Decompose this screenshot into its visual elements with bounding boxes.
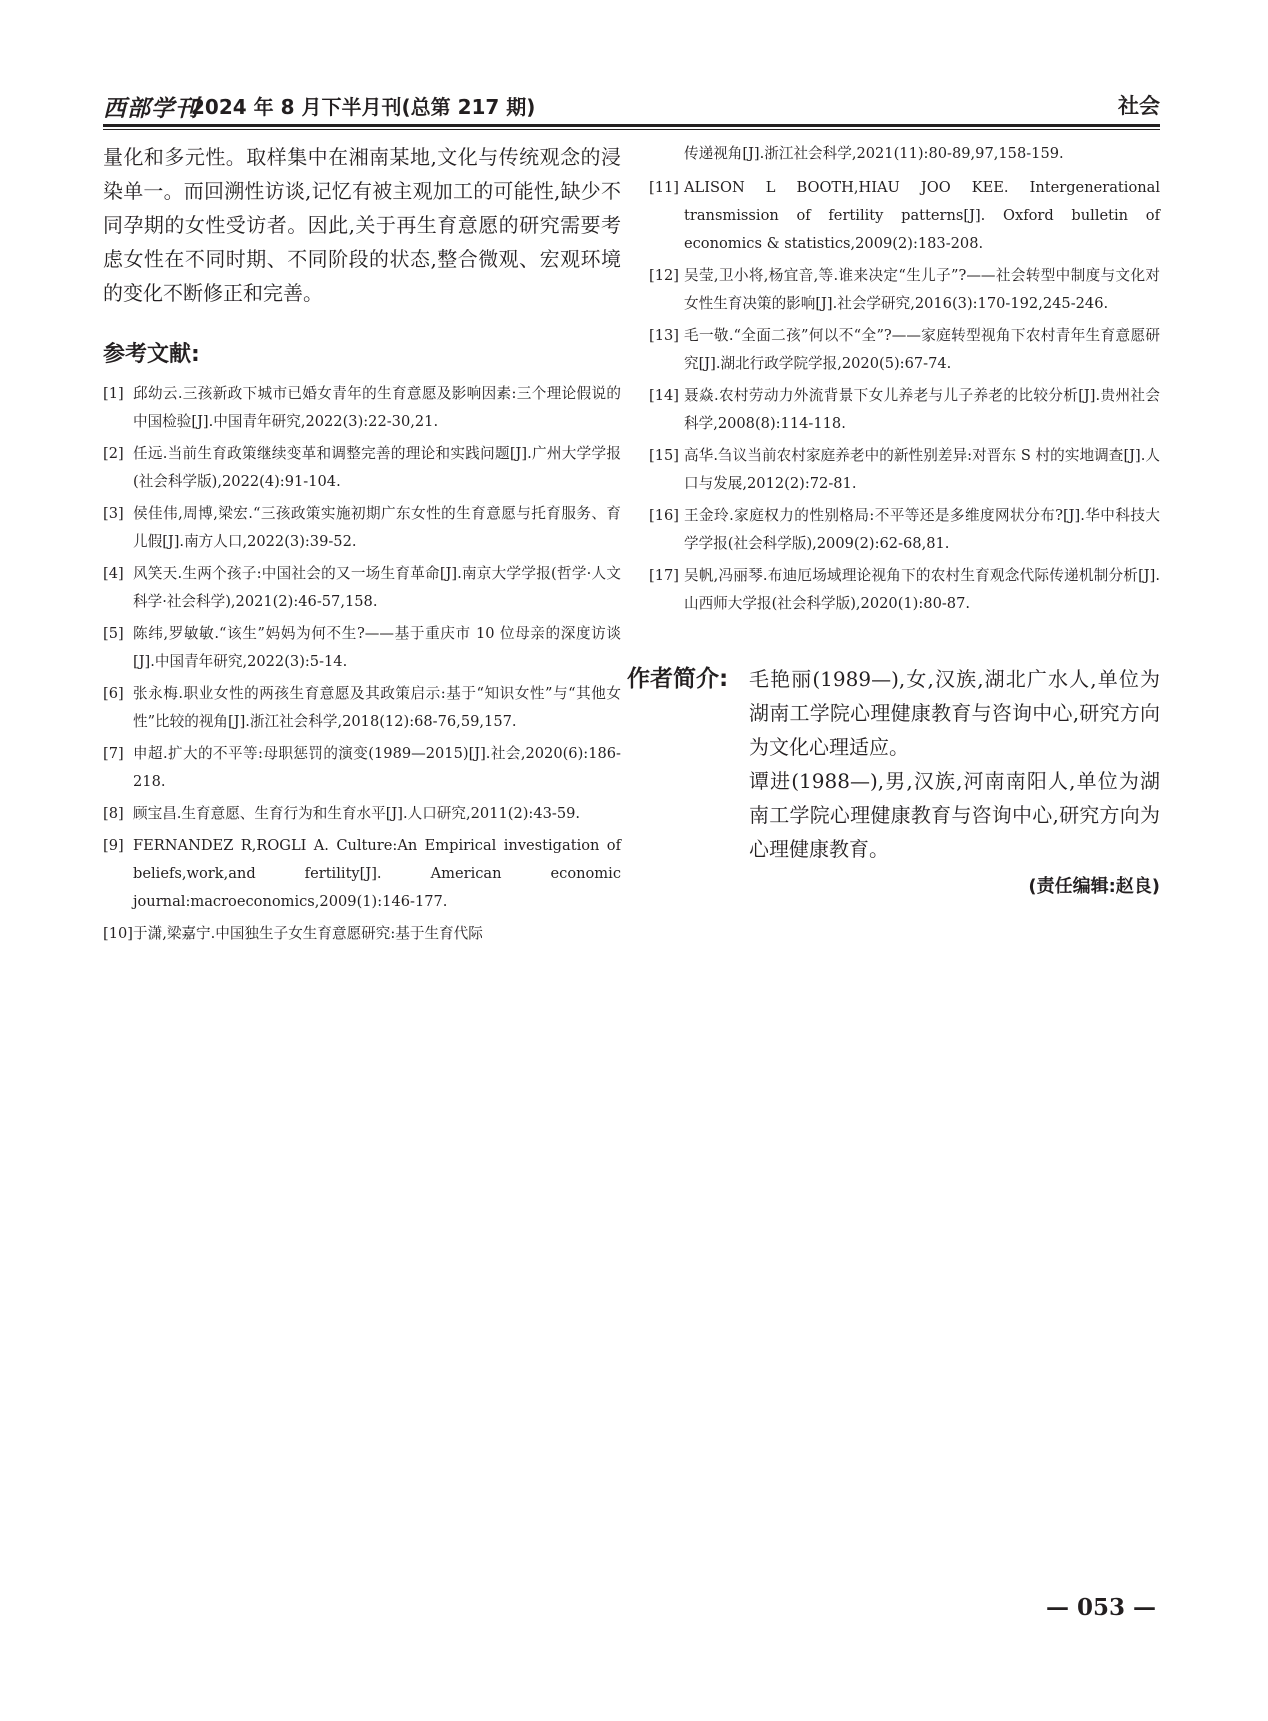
reference-text: 任远.当前生育政策继续变革和调整完善的理论和实践问题[J].广州大学学报(社会科学版),2022(4):91-104. (133, 445, 621, 490)
reference-number: [10] (103, 925, 133, 942)
reference-item (103, 740, 621, 796)
reference-item (103, 380, 621, 436)
reference-number: [5] (103, 625, 124, 642)
reference-number: [6] (103, 685, 124, 702)
reference-number: [9] (103, 837, 124, 854)
reference-item (649, 322, 1160, 378)
author-bio-2: 谭进(1988—),男,汉族,河南南阳人,单位为湖南工学院心理健康教育与咨询中心,研究方向为心理健康教育。 (749, 769, 1160, 861)
reference-text: 聂焱.农村劳动力外流背景下女儿养老与儿子养老的比较分析[J].贵州社会科学,2008(8):114-118. (684, 387, 1160, 432)
reference-item (103, 680, 621, 736)
reference-item (103, 920, 621, 948)
reference-number: [13] (649, 327, 679, 344)
header-rule-thin (103, 129, 1160, 130)
right-column (627, 140, 1160, 902)
reference-number: [12] (649, 267, 679, 284)
reference-text: FERNANDEZ R,ROGLI A. Culture:An Empirical investigation of beliefs,work,and fertility[J]. American economic journal:macroeconomics,2009(1):146-177. (133, 837, 621, 910)
reference-item (103, 500, 621, 556)
reference-number: [17] (649, 567, 679, 584)
reference-text: 高华.刍议当前农村家庭养老中的新性别差异:对晋东 S 村的实地调查[J].人口与发展,2012(2):72-81. (684, 447, 1160, 492)
reference-text: 申超.扩大的不平等:母职惩罚的演变(1989—2015)[J].社会,2020(6):186-218. (133, 745, 621, 790)
reference-item (103, 440, 621, 496)
reference-item (649, 562, 1160, 618)
reference-text: ALISON L BOOTH,HIAU JOO KEE. Intergenerational transmission of fertility patterns[J]. Oxford bulletin of economics & statistics,2009(2):183-208. (684, 179, 1160, 252)
reference-list-left (103, 380, 621, 948)
reference-text: 陈纬,罗敏敏.“该生”妈妈为何不生?——基于重庆市 10 位母亲的深度访谈[J].中国青年研究,2022(3):5-14. (133, 625, 621, 670)
reference-item (103, 832, 621, 916)
reference-list-right (649, 174, 1160, 618)
reference-number: [16] (649, 507, 679, 524)
reference-text: 侯佳伟,周博,梁宏.“三孩政策实施初期广东女性的生育意愿与托育服务、育儿假[J].南方人口,2022(3):39-52. (133, 505, 621, 550)
reference-item (649, 174, 1160, 258)
reference-text: 毛一敬.“全面二孩”何以不“全”?——家庭转型视角下农村青年生育意愿研究[J].湖北行政学院学报,2020(5):67-74. (684, 327, 1160, 372)
reference-text: 风笑天.生两个孩子:中国社会的又一场生育革命[J].南京大学学报(哲学·人文科学·社会科学),2021(2):46-57,158. (133, 565, 621, 610)
reference-item (649, 262, 1160, 318)
left-column (103, 140, 621, 952)
reference-item (103, 800, 621, 828)
reference-number: [11] (649, 179, 679, 196)
reference-text: 吴帆,冯丽琴.布迪厄场域理论视角下的农村生育观念代际传递机制分析[J].山西师大学报(社会科学版),2020(1):80-87. (684, 567, 1160, 612)
header-rule (103, 124, 1160, 127)
reference-continuation: 传递视角[J].浙江社会科学,2021(11):80-89,97,158-159. (684, 145, 1064, 162)
reference-item (649, 382, 1160, 438)
references-heading: 参考文献: (103, 342, 200, 367)
reference-number: [4] (103, 565, 124, 582)
reference-text: 王金玲.家庭权力的性别格局:不平等还是多维度网状分布?[J].华中科技大学学报(社会科学版),2009(2):62-68,81. (684, 507, 1160, 552)
reference-number: [14] (649, 387, 679, 404)
reference-item (649, 502, 1160, 558)
author-bio (627, 662, 1160, 866)
page-number: — 053 — (1045, 1594, 1156, 1621)
journal-logo: 西部学刊 (103, 95, 199, 122)
responsible-editor: (责任编辑:赵良) (1028, 876, 1160, 897)
reference-text: 邱幼云.三孩新政下城市已婚女青年的生育意愿及影响因素:三个理论假说的中国检验[J].中国青年研究,2022(3):22-30,21. (133, 385, 621, 430)
reference-number: [7] (103, 745, 124, 762)
reference-number: [8] (103, 805, 124, 822)
author-bio-label: 作者简介: (627, 666, 729, 692)
reference-item (103, 620, 621, 676)
reference-item (649, 442, 1160, 498)
body-paragraph: 量化和多元性。取样集中在湘南某地,文化与传统观念的浸染单一。而回溯性访谈,记忆有被主观加工的可能性,缺少不同孕期的女性受访者。因此,关于再生育意愿的研究需要考虑女性在不同时期、不同阶段的状态,整合微观、宏观环境的变化不断修正和完善。 (103, 145, 621, 305)
page-header (103, 88, 1160, 122)
issue-info: 2024 年 8 月下半月刊(总第 217 期) (191, 95, 536, 119)
author-bio-1: 毛艳丽(1989—),女,汉族,湖北广水人,单位为湖南工学院心理健康教育与咨询中心,研究方向为文化心理适应。 (749, 667, 1160, 759)
reference-text: 张永梅.职业女性的两孩生育意愿及其政策启示:基于“知识女性”与“其他女性”比较的视角[J].浙江社会科学,2018(12):68-76,59,157. (133, 685, 621, 730)
reference-text: 顾宝昌.生育意愿、生育行为和生育水平[J].人口研究,2011(2):43-59. (133, 805, 581, 822)
section-name: 社会 (1118, 94, 1160, 118)
reference-number: [2] (103, 445, 124, 462)
reference-number: [3] (103, 505, 124, 522)
reference-number: [15] (649, 447, 679, 464)
reference-text: 吴莹,卫小将,杨宜音,等.谁来决定“生儿子”?——社会转型中制度与文化对女性生育决策的影响[J].社会学研究,2016(3):170-192,245-246. (684, 267, 1160, 312)
reference-item (103, 560, 621, 616)
reference-number: [1] (103, 385, 124, 402)
reference-text: 于潇,梁嘉宁.中国独生子女生育意愿研究:基于生育代际 (133, 925, 483, 942)
